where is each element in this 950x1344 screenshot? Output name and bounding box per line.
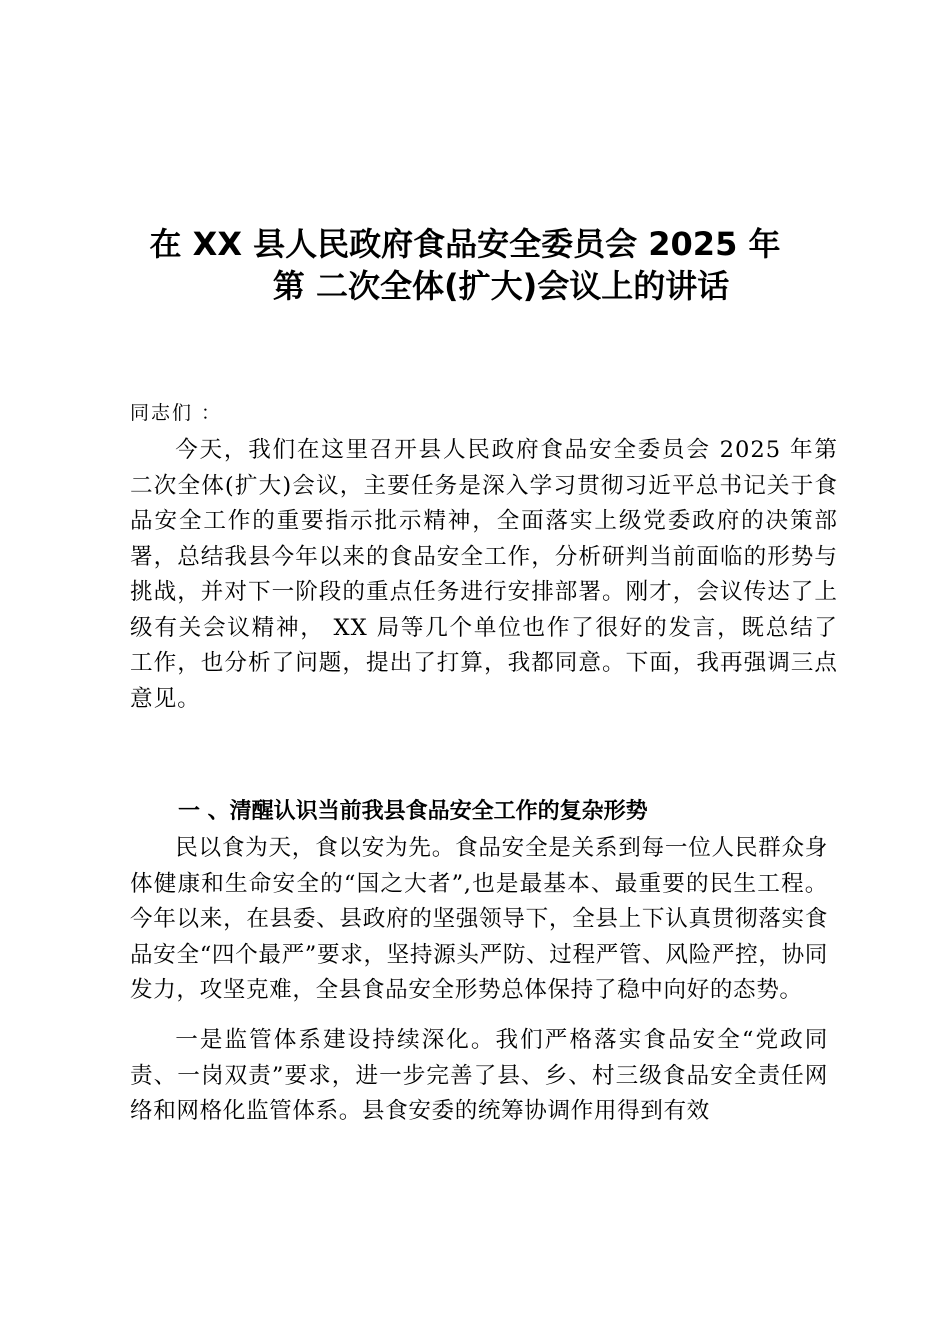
paragraph-supervision: 一是监管体系建设持续深化。我们严格落实食品安全“党政同责、一岗双责”要求，进一步完善了县、乡、村三级食品安全责任网络和网格化监管体系。县食安委的统筹协调作用得到有效 — [130, 1027, 828, 1124]
paragraph-opening: 今天，我们在这里召开县人民政府食品安全委员会 2025 年第二次全体(扩大)会议，主要任务是深入学习贯彻习近平总书记关于食品安全工作的重要指示批示精神，全面落实上级党委政府的决策部署，总结我县今年以来的食品安全工作，分析研判当前面临的形势与挑战，并对下一阶段的重点任务进行安排部署。刚才，会议传达了上级有关会议精神， XX 局等几个单位也作了很好的发言，既总结了工作，也分析了问题，提出了打算，我都同意。下面，我再强调三点意见。 — [130, 437, 838, 712]
document-title-line-1: 在 XX 县人民政府食品安全委员会 2025 年 — [149, 225, 781, 263]
greeting: 同志们 ： — [130, 402, 223, 424]
paragraph-situation: 民以食为天，食以安为先。食品安全是关系到每一位人民群众身体健康和生命安全的“国之大者”,也是最基本、最重要的民生工程。今年以来，在县委、县政府的坚强领导下，全县上下认真贯彻落实食品安全“四个最严”要求，坚持源头严防、过程严管、风险严控，协同发力，攻坚克难，全县食品安全形势总体保持了稳中向好的态势。 — [130, 835, 828, 1003]
section-heading: 一 、清醒认识当前我县食品安全工作的复杂形势 — [178, 799, 648, 824]
document-title-line-2: 第 二次全体(扩大)会议上的讲话 — [272, 267, 730, 305]
